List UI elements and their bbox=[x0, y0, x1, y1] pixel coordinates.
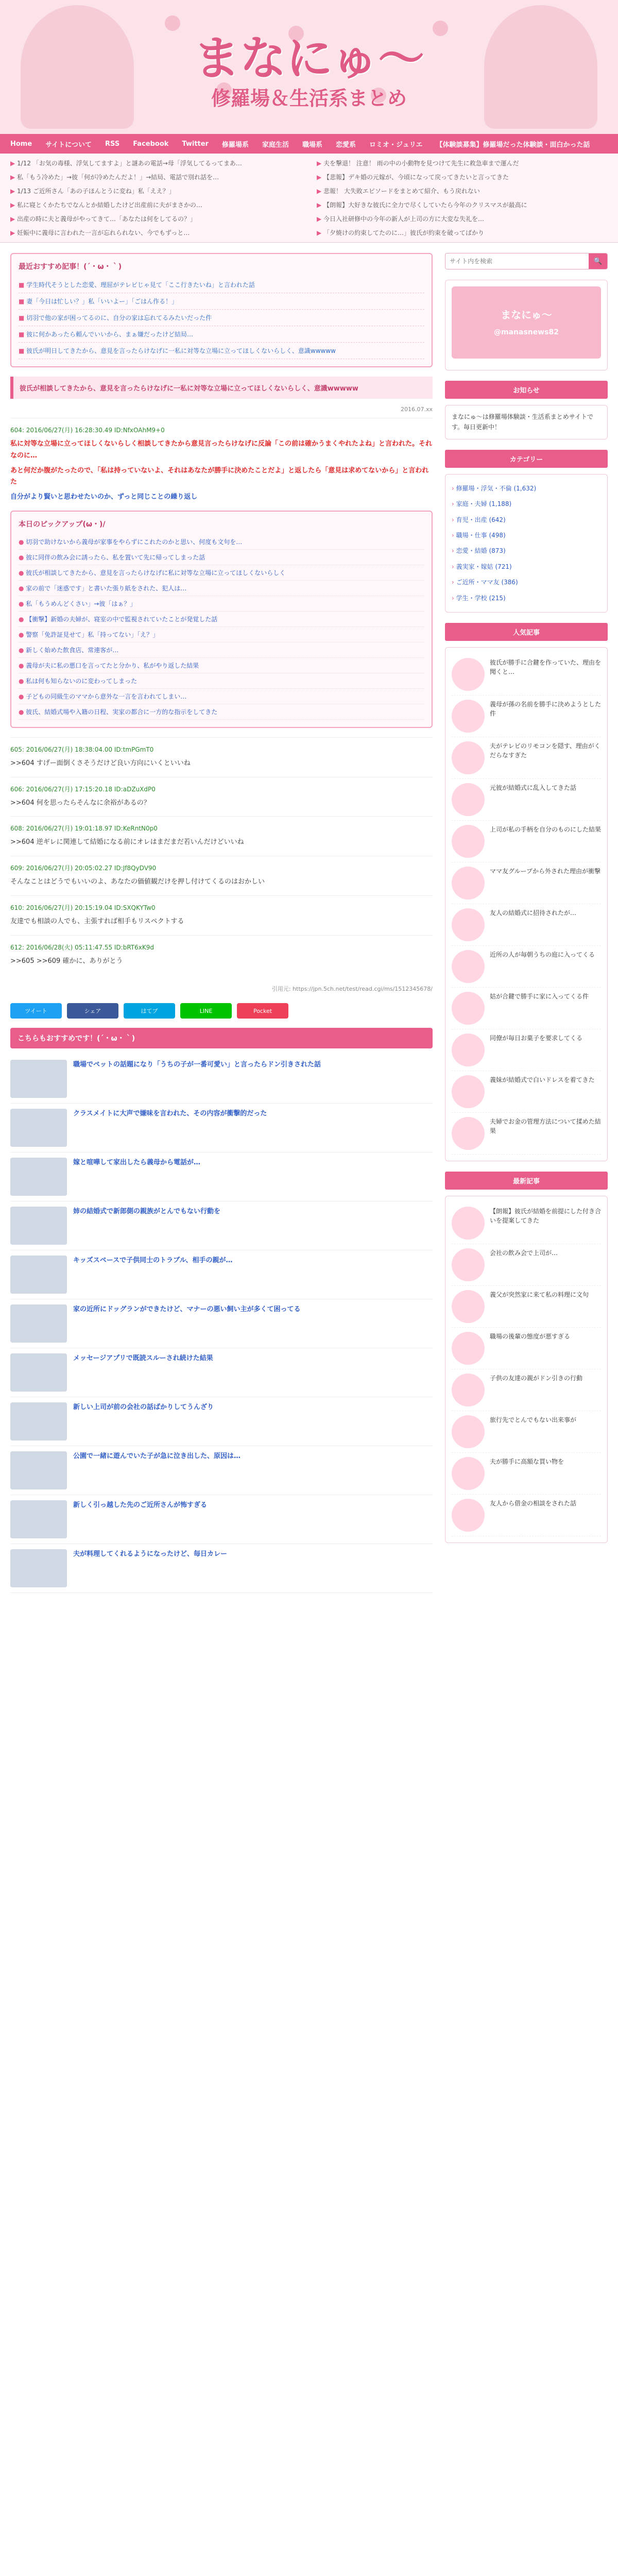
ranking-item[interactable] bbox=[452, 654, 601, 696]
search-button[interactable]: 🔍 bbox=[589, 253, 607, 269]
recommend-thumb bbox=[10, 1549, 67, 1587]
category-link[interactable]: › 修羅場・浮気・不倫 (1,632) bbox=[452, 481, 601, 496]
reply-post bbox=[10, 895, 433, 935]
recommend-text: キッズスペースで子供同士のトラブル、相手の親が… bbox=[73, 1257, 233, 1265]
popular-text: 会社の飲み会で上司が… bbox=[490, 1249, 558, 1257]
post-body: >>604 逆ギレに関連して結婚になる前にオレはまだまだ若いんだけどいいね bbox=[10, 838, 244, 846]
ranking-text: 同僚が毎日お菓子を要求してくる bbox=[490, 1034, 583, 1042]
ranking-item[interactable] bbox=[452, 737, 601, 779]
popular-item[interactable] bbox=[452, 1328, 601, 1369]
pickup-link[interactable]: ● 警察「免許証見せて」私「持ってない」「え？」 bbox=[19, 627, 424, 642]
recommend-thumb bbox=[10, 1109, 67, 1147]
main-column bbox=[10, 253, 433, 1593]
reply-post bbox=[10, 856, 433, 895]
pickup-link[interactable]: ● 家の前で「迷惑です」と書いた張り紙をされた、犯人は… bbox=[19, 581, 424, 596]
ranking-text: 姑が合鍵で勝手に家に入ってくる件 bbox=[490, 992, 589, 1000]
recommend-thumb bbox=[10, 1304, 67, 1343]
share-button[interactable]: シェア bbox=[67, 1003, 118, 1019]
ticker-item[interactable]: ▶ 私「もう冷めた」→彼「何が冷めたんだよ！」→結局、電話で別れ話を… bbox=[10, 173, 301, 181]
nav-link[interactable]: 【体験談募集】修羅場だった体験談・面白かった話 bbox=[436, 141, 590, 149]
pickup-link[interactable]: ● 義母が夫に私の悪口を言ってたと分かり、私がやり返した結果 bbox=[19, 658, 424, 673]
source-link[interactable]: 引用元: https://jpn.5ch.net/test/read.cgi/ms/1512345678/ bbox=[271, 986, 433, 993]
ranking-item[interactable] bbox=[452, 946, 601, 988]
share-button[interactable]: ツイート bbox=[10, 1003, 62, 1019]
nav-link[interactable]: 家庭生活 bbox=[262, 141, 289, 149]
logo-card bbox=[445, 280, 608, 370]
recommend-thumb bbox=[10, 1402, 67, 1440]
recommend-item[interactable] bbox=[10, 1201, 433, 1250]
nav-link[interactable]: RSS bbox=[105, 140, 120, 148]
recommend-text: 新しい上司が前の会社の話ばかりしてうんざり bbox=[73, 1403, 214, 1412]
popular-item[interactable] bbox=[452, 1202, 601, 1244]
post-body-red-2: あと何だか腹がたったので、「私は持っていないよ、それはあなたが勝手に決めたことだよ」と返したら「意見は求めてないから」と言われた bbox=[10, 466, 429, 486]
ranking-thumb bbox=[452, 741, 485, 774]
ranking-item[interactable] bbox=[452, 862, 601, 904]
reply-post bbox=[10, 816, 433, 856]
pickup-link[interactable]: ● 彼氏、結婚式場や入籍の日程、実家の都合に一方的な指示をしてきた bbox=[19, 704, 424, 720]
global-nav bbox=[0, 134, 618, 154]
ranking-thumb bbox=[452, 992, 485, 1025]
popular-thumb bbox=[452, 1415, 485, 1448]
ticker-item[interactable]: ▶ 今日入社研修中の今年の新人が上司の方に大変な失礼を… bbox=[317, 214, 608, 223]
popular-text: 友人から借金の相談をされた話 bbox=[490, 1499, 577, 1507]
pickup-box bbox=[10, 511, 433, 728]
first-post bbox=[10, 418, 433, 511]
category-link[interactable]: › 恋愛・結婚 (873) bbox=[452, 543, 601, 558]
post-head: 608: 2016/06/27(月) 19:01:18.97 ID:KeRntN0p0 bbox=[10, 825, 158, 833]
popular-text: 義父が突然家に来て私の料理に文句 bbox=[490, 1291, 589, 1298]
category-link[interactable]: › 育児・出産 (642) bbox=[452, 512, 601, 528]
ranking-text: 近所の人が毎朝うちの庭に入ってくる bbox=[490, 951, 595, 958]
ranking-text: 元彼が結婚式に乱入してきた話 bbox=[490, 784, 577, 791]
site-header bbox=[0, 0, 618, 134]
recommend-item[interactable] bbox=[10, 1397, 433, 1446]
recommend-item[interactable] bbox=[10, 1495, 433, 1544]
search-input[interactable] bbox=[445, 253, 589, 269]
popular-item[interactable] bbox=[452, 1244, 601, 1286]
share-button[interactable]: LINE bbox=[180, 1003, 232, 1019]
ticker-item[interactable]: ▶ 【朗報】大好きな彼氏に全力で尽くしていたら今年のクリスマスが最高に bbox=[317, 200, 608, 209]
popular-item[interactable] bbox=[452, 1411, 601, 1453]
ticker-item[interactable]: ▶ 妊娠中に義母に言われた一言が忘れられない、今でもずっと… bbox=[10, 228, 301, 237]
post-head: 610: 2016/06/27(月) 20:15:19.04 ID:SXQKYTw0 bbox=[10, 904, 156, 911]
popular-thumb bbox=[452, 1248, 485, 1281]
article-title: 彼氏が相談してきたから、意見を言ったらけなげに一私に対等な立場に立ってほしくないらしく、意識wwwww bbox=[10, 377, 433, 399]
popular-thumb bbox=[452, 1374, 485, 1406]
post-head: 606: 2016/06/27(月) 17:15:20.18 ID:aDZuXdP0 bbox=[10, 785, 156, 793]
post-body: 友達でも相談の人でも、主張すれば相手もリスペクトする bbox=[10, 917, 184, 925]
related-link[interactable]: ■ 学生時代そうとした恋愛、理屈がテレビじゃ見て「ここ行きたいね」と言われた話 bbox=[19, 277, 424, 293]
ranking-thumb bbox=[452, 825, 485, 858]
recommend-thumb bbox=[10, 1256, 67, 1294]
sidebar-logo-title: まなにゅ〜 bbox=[501, 309, 552, 321]
pickup-link[interactable]: ● 私「もうめんどくさい」→彼「はぁ？」 bbox=[19, 596, 424, 612]
ranking-thumb bbox=[452, 700, 485, 733]
recommend-item[interactable] bbox=[10, 1153, 433, 1201]
post-head: 609: 2016/06/27(月) 20:05:02.27 ID:Jf8QyDV90 bbox=[10, 865, 157, 872]
popular-title: 最新記事 bbox=[445, 1172, 608, 1190]
popular-item[interactable] bbox=[452, 1453, 601, 1495]
ranking-title: 人気記事 bbox=[445, 623, 608, 641]
recommend-title: こちらもおすすめです！(´・ω・｀) bbox=[10, 1028, 433, 1048]
pickup-link[interactable]: ● 彼に同伴の飲み会に誘ったら、私を置いて先に帰ってしまった話 bbox=[19, 550, 424, 565]
category-title: カテゴリー bbox=[445, 450, 608, 468]
ranking-item[interactable] bbox=[452, 821, 601, 862]
ranking-item[interactable] bbox=[452, 1029, 601, 1071]
recommend-thumb bbox=[10, 1500, 67, 1538]
recommend-text: 家の近所にドッグランができたけど、マナーの悪い飼い主が多くて困ってる bbox=[73, 1306, 301, 1314]
nav-link[interactable]: サイトについて bbox=[45, 141, 92, 149]
recommend-item[interactable] bbox=[10, 1104, 433, 1153]
ticker-item[interactable]: ▶ 「夕焼けの約束してたのに…」彼氏が約束を破ってばかり bbox=[317, 228, 608, 237]
recommend-item[interactable] bbox=[10, 1299, 433, 1348]
post-body: >>604 何を思ったらそんなに余裕があるの？ bbox=[10, 799, 150, 807]
post-head: 604: 2016/06/27(月) 16:28:30.49 ID:NfxOAhM9+0 bbox=[10, 427, 165, 434]
posted-date: 2016.07.xx bbox=[400, 406, 433, 413]
ranking-list bbox=[445, 647, 608, 1161]
ticker-item[interactable]: ▶ 出産の時に夫と義母がやってきて…「あなたは何をしてるの？」 bbox=[10, 214, 301, 223]
pickup-link[interactable]: ● 【衝撃】新婚の夫婦が、寝室の中で監視されていたことが発覚した話 bbox=[19, 612, 424, 627]
recommend-text: 公園で一緒に遊んでいた子が急に泣き出した、原因は… bbox=[73, 1452, 241, 1461]
nav-link[interactable]: Home bbox=[10, 140, 32, 148]
ranking-item[interactable] bbox=[452, 779, 601, 821]
pickup-link[interactable]: ● 彼氏が相談してきたから、意見を言ったらけなげに私に対等な立場に立ってほしくないらしく bbox=[19, 565, 424, 581]
category-list bbox=[445, 474, 608, 613]
reply-post bbox=[10, 737, 433, 777]
recommend-item[interactable] bbox=[10, 1544, 433, 1593]
related-box bbox=[10, 253, 433, 367]
post-head: 605: 2016/06/27(月) 18:38:04.00 ID:tmPGmT0 bbox=[10, 745, 154, 753]
post-body: >>604 すげー面倒くさそうだけど良い方向にいくといいね bbox=[10, 759, 191, 767]
popular-text: 職場の後輩の態度が悪すぎる bbox=[490, 1332, 571, 1340]
site-subtitle: 修羅場＆生活系まとめ bbox=[211, 87, 407, 110]
ranking-text: ママ友グループから外された理由が衝撃 bbox=[490, 867, 601, 875]
about-text: まなにゅ〜は修羅場体験談・生活系まとめサイトです。毎日更新中！ bbox=[445, 405, 608, 439]
ranking-thumb bbox=[452, 908, 485, 941]
share-button[interactable]: はてブ bbox=[124, 1003, 175, 1019]
popular-item[interactable] bbox=[452, 1495, 601, 1536]
ticker-item[interactable]: ▶ 私に寝とくかたちでなんとか結婚したけど出産前に夫がまさかの… bbox=[10, 200, 301, 209]
share-button[interactable]: Pocket bbox=[237, 1003, 288, 1019]
pickup-title: 本日のピックアップ(ω・)/ bbox=[19, 520, 106, 529]
related-link[interactable]: ■ 妻「今日は忙しい？」私「いいよー」「ごはん作る！」 bbox=[19, 293, 424, 310]
recommend-thumb bbox=[10, 1207, 67, 1245]
recommend-thumb bbox=[10, 1060, 67, 1098]
recommend-text: 姉の結婚式で新郎側の親族がとんでもない行動を bbox=[73, 1208, 221, 1216]
post-body: >>605 >>609 確かに、ありがとう bbox=[10, 957, 123, 965]
category-link[interactable]: › 職場・仕事 (498) bbox=[452, 528, 601, 543]
nav-link[interactable]: Twitter bbox=[182, 140, 209, 148]
ranking-text: 友人の結婚式に招待されたが… bbox=[490, 909, 577, 917]
ranking-thumb bbox=[452, 1033, 485, 1066]
nav-link[interactable]: ロミオ・ジュリエ bbox=[369, 141, 423, 149]
pickup-link[interactable]: ● 子どもの同級生のママから意外な一言を言われてしまい… bbox=[19, 689, 424, 704]
recommend-item[interactable] bbox=[10, 1348, 433, 1397]
related-link[interactable]: ■ 切羽で他の家が困ってるのに、自分の家は忘れてるみたいだった件 bbox=[19, 310, 424, 326]
related-link[interactable]: ■ 彼に何かあったら頼んでいいから、まぁ嫌だったけど結局… bbox=[19, 326, 424, 343]
recommend-item[interactable] bbox=[10, 1055, 433, 1104]
post-head: 612: 2016/06/28(火) 05:11:47.55 ID:bRT6xK9d bbox=[10, 943, 154, 951]
recommend-thumb bbox=[10, 1451, 67, 1489]
headline-ticker bbox=[0, 154, 618, 243]
site-title[interactable]: まなにゅ〜 bbox=[193, 31, 425, 86]
ranking-thumb bbox=[452, 783, 485, 816]
recommend-thumb bbox=[10, 1158, 67, 1196]
ranking-text: 義母が孫の名前を勝手に決めようとした件 bbox=[490, 700, 602, 717]
ranking-text: 夫がテレビのリモコンを隠す、理由がくだらなすぎた bbox=[490, 742, 600, 759]
ranking-thumb bbox=[452, 1117, 485, 1150]
category-link[interactable]: › ご近所・ママ友 (386) bbox=[452, 574, 601, 590]
category-link[interactable]: › 義実家・嫁姑 (721) bbox=[452, 559, 601, 574]
ranking-text: 上司が私の手柄を自分のものにした結果 bbox=[490, 825, 602, 833]
popular-thumb bbox=[452, 1457, 485, 1490]
nav-link[interactable]: 修羅場系 bbox=[221, 141, 249, 149]
recommend-item[interactable] bbox=[10, 1446, 433, 1495]
ticker-item[interactable]: ▶ 悲報！ 大失敗エピソードをまとめて紹介、もう戻れない bbox=[317, 187, 608, 195]
ranking-text: 義妹が結婚式で白いドレスを着てきた bbox=[490, 1076, 595, 1083]
post-body-red: 私に対等な立場に立ってほしくないらしく相談してきたから意見言ったらけなげに反論「この前は確かうまくやれたよね」と言われた。それなのに… bbox=[10, 440, 433, 460]
recommend-text: 夫が料理してくれるようになったけど、毎日カレー bbox=[73, 1550, 228, 1558]
sidebar-logo[interactable] bbox=[452, 286, 601, 359]
ranking-item[interactable] bbox=[452, 696, 601, 737]
ranking-thumb bbox=[452, 1075, 485, 1108]
search-box bbox=[445, 253, 608, 269]
ticker-item[interactable]: ▶ 1/12 「お気の毒様、浮気してますよ」と謎あの電話→母「浮気してるってまあ… bbox=[10, 159, 301, 167]
recommend-thumb bbox=[10, 1353, 67, 1392]
popular-text: 子供の友達の親がドン引きの行動 bbox=[490, 1374, 583, 1382]
sidebar-logo-sub: @manasnews82 bbox=[494, 328, 559, 337]
sidebar bbox=[445, 253, 608, 1593]
ticker-item[interactable]: ▶ 【悲報】デキ婚の元嫁が、今頃になって戻ってきたいと言ってきた bbox=[317, 173, 608, 181]
ranking-thumb bbox=[452, 658, 485, 691]
recommend-text: 新しく引っ越した先のご近所さんが怖すぎる bbox=[73, 1501, 208, 1510]
recommend-item[interactable] bbox=[10, 1250, 433, 1299]
category-link[interactable]: › 学生・学校 (215) bbox=[452, 590, 601, 606]
ranking-text: 夫婦でお金の管理方法について揉めた結果 bbox=[490, 1117, 601, 1134]
category-link[interactable]: › 家庭・夫婦 (1,188) bbox=[452, 496, 601, 512]
recommend-text: クラスメイトに大声で嫌味を言われた、その内容が衝撃的だった bbox=[73, 1110, 267, 1118]
popular-thumb bbox=[452, 1499, 485, 1532]
popular-text: 旅行先でとんでもない出来事が bbox=[490, 1416, 577, 1423]
popular-item[interactable] bbox=[452, 1369, 601, 1411]
ticker-item[interactable]: ▶ 夫を撃退！ 注意！ 雨の中の小動物を見つけて先生に救急車まで運んだ bbox=[317, 159, 608, 167]
recommend-text: 職場でペットの話題になり「うちの子が一番可愛い」と言ったらドン引きされた話 bbox=[73, 1061, 321, 1069]
pickup-link[interactable]: ● 私は何も知らないのに変わってしまった bbox=[19, 673, 424, 689]
popular-list bbox=[445, 1196, 608, 1543]
nav-link[interactable]: Facebook bbox=[133, 140, 169, 148]
ticker-item[interactable]: ▶ 1/13 ご近所さん「あの子ほんとうに変ね」私「ええ？」 bbox=[10, 187, 301, 195]
post-body-blue: 自分がより賢いと思わせたいのか、ずっと同じことの繰り返し bbox=[10, 493, 198, 501]
ranking-text: 彼氏が勝手に合鍵を作っていた、理由を聞くと… bbox=[490, 658, 602, 675]
ranking-item[interactable] bbox=[452, 904, 601, 946]
post-body: そんなことはどうでもいいのよ、あなたの価値観だけを押し付けてくるのはおかしい bbox=[10, 878, 265, 886]
nav-link[interactable]: 恋愛系 bbox=[336, 141, 356, 149]
about-title: お知らせ bbox=[445, 381, 608, 399]
pickup-link[interactable]: ● 新しく始めた飲食店、常連客が… bbox=[19, 642, 424, 658]
popular-text: 【朗報】彼氏が結婚を前提にした付き合いを提案してきた bbox=[490, 1207, 602, 1224]
reply-post bbox=[10, 935, 433, 975]
recommend-text: 嫁と喧嘩して家出したら義母から電話が… bbox=[73, 1159, 201, 1167]
ranking-thumb bbox=[452, 950, 485, 983]
related-title: 最近おすすめ記事！(´・ω・｀) bbox=[19, 263, 122, 271]
related-link[interactable]: ■ 彼氏が明日してきたから、意見を言ったらけなげに一私に対等な立場に立ってほしくないらしく、意識wwwww bbox=[19, 343, 424, 359]
popular-thumb bbox=[452, 1290, 485, 1323]
popular-item[interactable] bbox=[452, 1286, 601, 1328]
nav-link[interactable]: 職場系 bbox=[302, 141, 323, 149]
recommend-text: メッセージアプリで既読スルーされ続けた結果 bbox=[73, 1354, 213, 1363]
popular-text: 夫が勝手に高額な買い物を bbox=[490, 1458, 564, 1465]
ranking-thumb bbox=[452, 867, 485, 900]
ranking-item[interactable] bbox=[452, 1113, 601, 1155]
ranking-item[interactable] bbox=[452, 988, 601, 1029]
reply-post bbox=[10, 777, 433, 817]
popular-thumb bbox=[452, 1332, 485, 1365]
ranking-item[interactable] bbox=[452, 1071, 601, 1113]
popular-thumb bbox=[452, 1207, 485, 1240]
pickup-link[interactable]: ● 切羽で助けないから義母が家事をやらずにこれたのかと思い、何度も文句を… bbox=[19, 534, 424, 550]
